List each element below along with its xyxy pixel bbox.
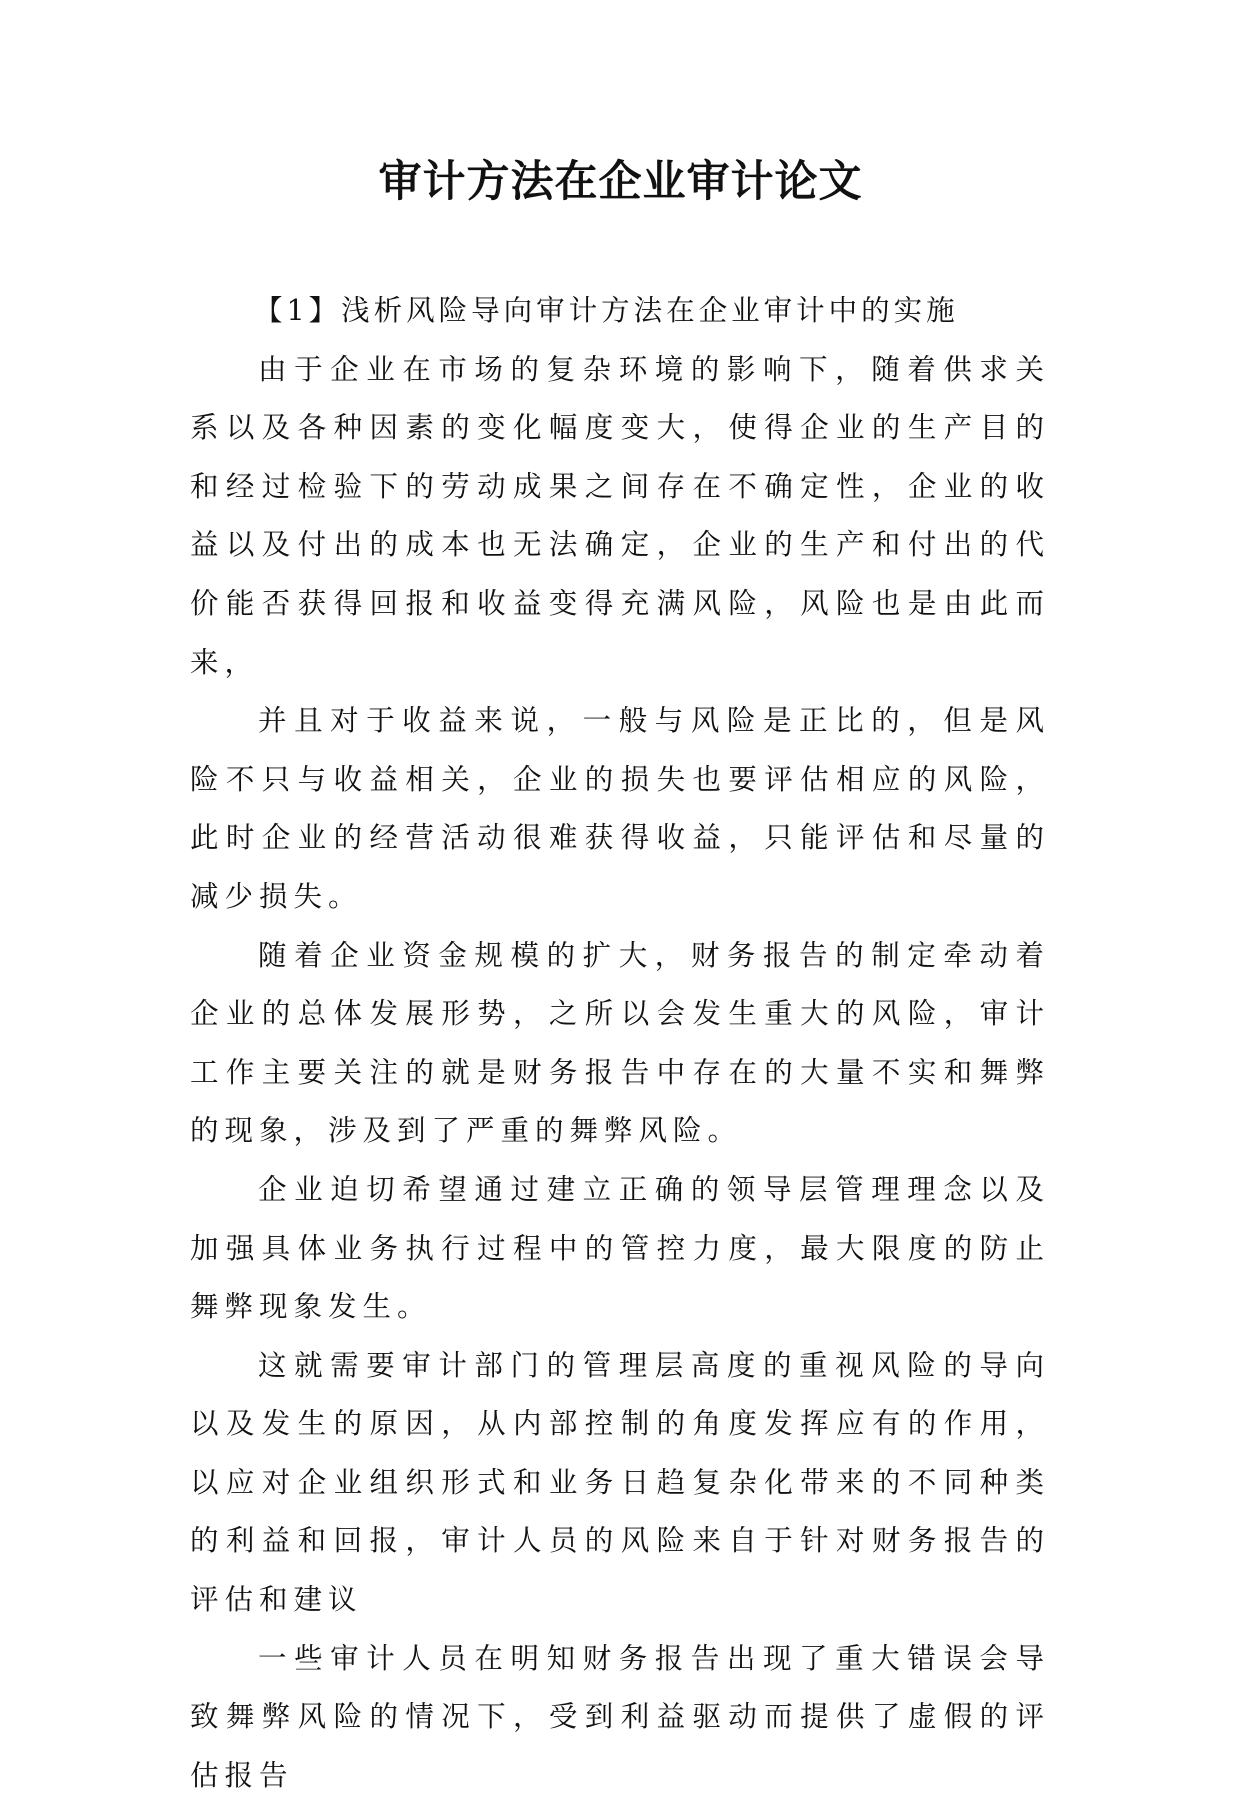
paragraph: 并且对于收益来说，一般与风险是正比的，但是风险不只与收益相关，企业的损失也要评估相应的风险，此时企业的经营活动很难获得收益，只能评估和尽量的减少损失。	[190, 704, 1050, 913]
document-body	[190, 282, 1050, 1805]
document-title: 审计方法在企业审计论文	[378, 157, 863, 207]
paragraph: 由于企业在市场的复杂环境的影响下，随着供求关系以及各种因素的变化幅度变大，使得企业的生产目的和经过检验下的劳动成果之间存在不确定性，企业的收益以及付出的成本也无法确定，企业的生产和付出的代价能否获得回报和收益变得充满风险，风险也是由此而来，	[190, 352, 1050, 679]
section-heading: 【1】浅析风险导向审计方法在企业审计中的实施	[254, 294, 959, 327]
paragraph: 一些审计人员在明知财务报告出现了重大错误会导致舞弊风险的情况下，受到利益驱动而提供了虚假的评估报告	[190, 1641, 1050, 1792]
paragraph: 随着企业资金规模的扩大，财务报告的制定牵动着企业的总体发展形势，之所以会发生重大的风险，审计工作主要关注的就是财务报告中存在的大量不实和舞弊的现象，涉及到了严重的舞弊风险。	[190, 938, 1050, 1148]
paragraph: 这就需要审计部门的管理层高度的重视风险的导向以及发生的原因，从内部控制的角度发挥应有的作用，以应对企业组织形式和业务日趋复杂化带来的不同种类的利益和回报，审计人员的风险来自于针对财务报告的评估和建议	[190, 1348, 1050, 1617]
paragraph: 企业迫切希望通过建立正确的领导层管理理念以及加强具体业务执行过程中的管控力度，最大限度的防止舞弊现象发生。	[190, 1172, 1050, 1324]
